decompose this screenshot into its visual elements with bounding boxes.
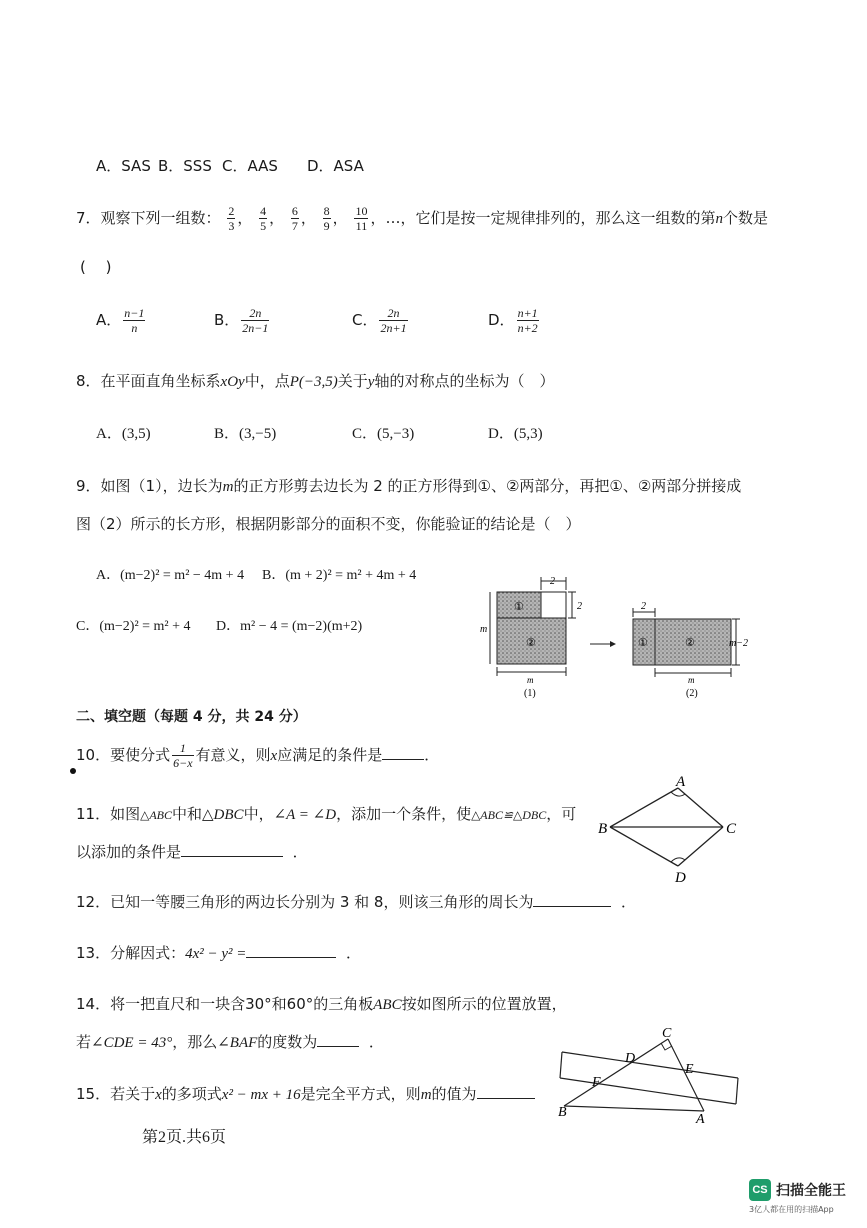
q14-label-a: A	[696, 1112, 705, 1127]
q8-option-a: A．(3,5)	[96, 426, 151, 442]
q9-line1: 9．如图（1），边长为m的正方形剪去边长为 2 的正方形得到①、②两部分，再把①、②两部分拼接成	[76, 477, 742, 495]
ink-dot	[70, 768, 76, 774]
q7-frac-5: $\frac{10}{11}$	[355, 204, 368, 233]
q9-option-a: A．(m−2)² = m² − 4m + 4	[96, 568, 245, 583]
q7-paren: ( )	[80, 258, 112, 276]
fig2-label-m2: m−2	[729, 638, 748, 649]
fig1-region-1-label: ①	[514, 601, 524, 613]
q15-answer-blank[interactable]	[477, 1084, 535, 1099]
q11-label-c: C	[726, 821, 737, 837]
q14-label-e: E	[685, 1062, 694, 1077]
camscanner-name: 扫描全能王	[776, 1183, 846, 1199]
q14-answer-blank[interactable]	[317, 1032, 359, 1047]
q14-label-d: D	[625, 1051, 636, 1066]
camscanner-tagline: 3亿人都在用的扫描App	[749, 1205, 834, 1214]
q8-option-d: D．(5,3)	[488, 426, 543, 442]
q15-stem: 15．若关于x的多项式x² − mx + 16是完全平方式，则m的值为	[76, 1083, 535, 1104]
q14-line2: 若∠CDE = 43°，那么∠BAF的度数为 ．	[76, 1033, 384, 1051]
q7-stem: 7．观察下列一组数： $\frac{2}{3}$ ， $\frac{4}{5}$ ， $\frac{6}{7}$ ， $\frac{8}{9}$ ， $\frac{10}{11}$ ，…，它们是按一定规律排列的，那么这一组数的第n个数是	[76, 204, 768, 233]
q11-label-b: B	[598, 821, 608, 837]
q9-option-d: D．m² − 4 = (m−2)(m+2)	[216, 619, 363, 634]
fig1-cut-square	[541, 592, 566, 618]
ruler-top-edge	[562, 1052, 738, 1078]
q8-stem: 8．在平面直角坐标系xOy中，点P(−3,5)关于y轴的对称点的坐标为（ ）	[76, 372, 555, 390]
q11-line2: 以添加的条件是 ．	[76, 843, 308, 861]
fig1-label-m-bottom: m	[527, 675, 534, 685]
q12-stem: 12．已知一等腰三角形的两边长分别为 3 和 8，则该三角形的周长为 ．	[76, 893, 637, 911]
q11-figure	[590, 772, 750, 888]
q14-figure	[548, 1022, 748, 1128]
q8-option-c: C．(5,−3)	[352, 426, 415, 442]
q7-option-c: C． $\frac{2n}{2n+1}$	[352, 306, 407, 335]
q13-stem: 13．分解因式：4x² − y² = ．	[76, 944, 361, 962]
fig1-region-2-label: ②	[526, 637, 536, 649]
q9-line2: 图（2）所示的长方形，根据阴影部分的面积不变，你能验证的结论是（ ）	[76, 515, 581, 533]
q11-line1: 11．如图△ABC中和△DBC中，∠A = ∠D，添加一个条件，使△ABC≌△DBC，可	[76, 805, 577, 823]
q7-frac-3: $\frac{6}{7}$	[291, 204, 298, 233]
fig2-label-m: m	[688, 675, 695, 685]
camscanner-logo-icon: CS	[749, 1179, 771, 1201]
section-2-heading: 二、填空题（每题 4 分，共 24 分）	[76, 709, 307, 725]
q14-label-f: F	[592, 1075, 601, 1090]
fig2-region-1-label: ①	[638, 637, 648, 649]
q7-option-a: A． $\frac{n-1}{n}$	[96, 306, 145, 335]
q6-option-a: A．SAS	[96, 157, 151, 175]
page-footer: 第2页.共6页	[142, 1129, 227, 1146]
q10-answer-blank[interactable]	[382, 745, 424, 760]
q8-option-b: B．(3,−5)	[214, 426, 277, 442]
q7-option-b: B． $\frac{2n}{2n-1}$	[214, 306, 269, 335]
triangle-side-bc	[564, 1039, 668, 1106]
q12-answer-blank[interactable]	[533, 892, 611, 907]
q7-frac-2: $\frac{4}{5}$	[260, 204, 267, 233]
fig2-region-2-label: ②	[685, 637, 695, 649]
q11-answer-blank[interactable]	[181, 842, 283, 857]
q14-line1: 14．将一把直尺和一块含30°和60°的三角板ABC按如图所示的位置放置，	[76, 995, 567, 1013]
q6-option-d: D．ASA	[307, 157, 364, 175]
fig1-label-m-left: m	[480, 624, 488, 635]
q10-stem: 10．要使分式 $\frac{1}{6-x}$ 有意义，则x应满足的条件是 ．	[76, 741, 440, 770]
q9-option-c: C．(m−2)² = m² + 4	[76, 619, 191, 634]
q6-option-b: B．SSS	[158, 157, 212, 175]
fig1-label-2-top: 2	[550, 576, 555, 587]
triangle-side-ab	[564, 1106, 704, 1111]
q11-label-d: D	[675, 870, 686, 886]
q13-answer-blank[interactable]	[246, 943, 336, 958]
q9-option-b: B．(m + 2)² = m² + 4m + 4	[262, 568, 417, 583]
fig1-label-2-side: 2	[577, 601, 582, 612]
fig2-label-2: 2	[641, 601, 646, 612]
q7-option-d: D． $\frac{n+1}{n+2}$	[488, 306, 538, 335]
q7-frac-4: $\frac{8}{9}$	[323, 204, 330, 233]
fig1-caption: (1)	[524, 688, 536, 699]
q14-label-b: B	[558, 1105, 567, 1120]
q14-label-c: C	[662, 1026, 672, 1041]
fig2-caption: (2)	[686, 688, 698, 699]
q9-figure	[470, 572, 760, 702]
q6-option-c: C．AAS	[222, 157, 278, 175]
q11-label-a: A	[676, 774, 686, 790]
q7-frac-1: $\frac{2}{3}$	[228, 204, 235, 233]
